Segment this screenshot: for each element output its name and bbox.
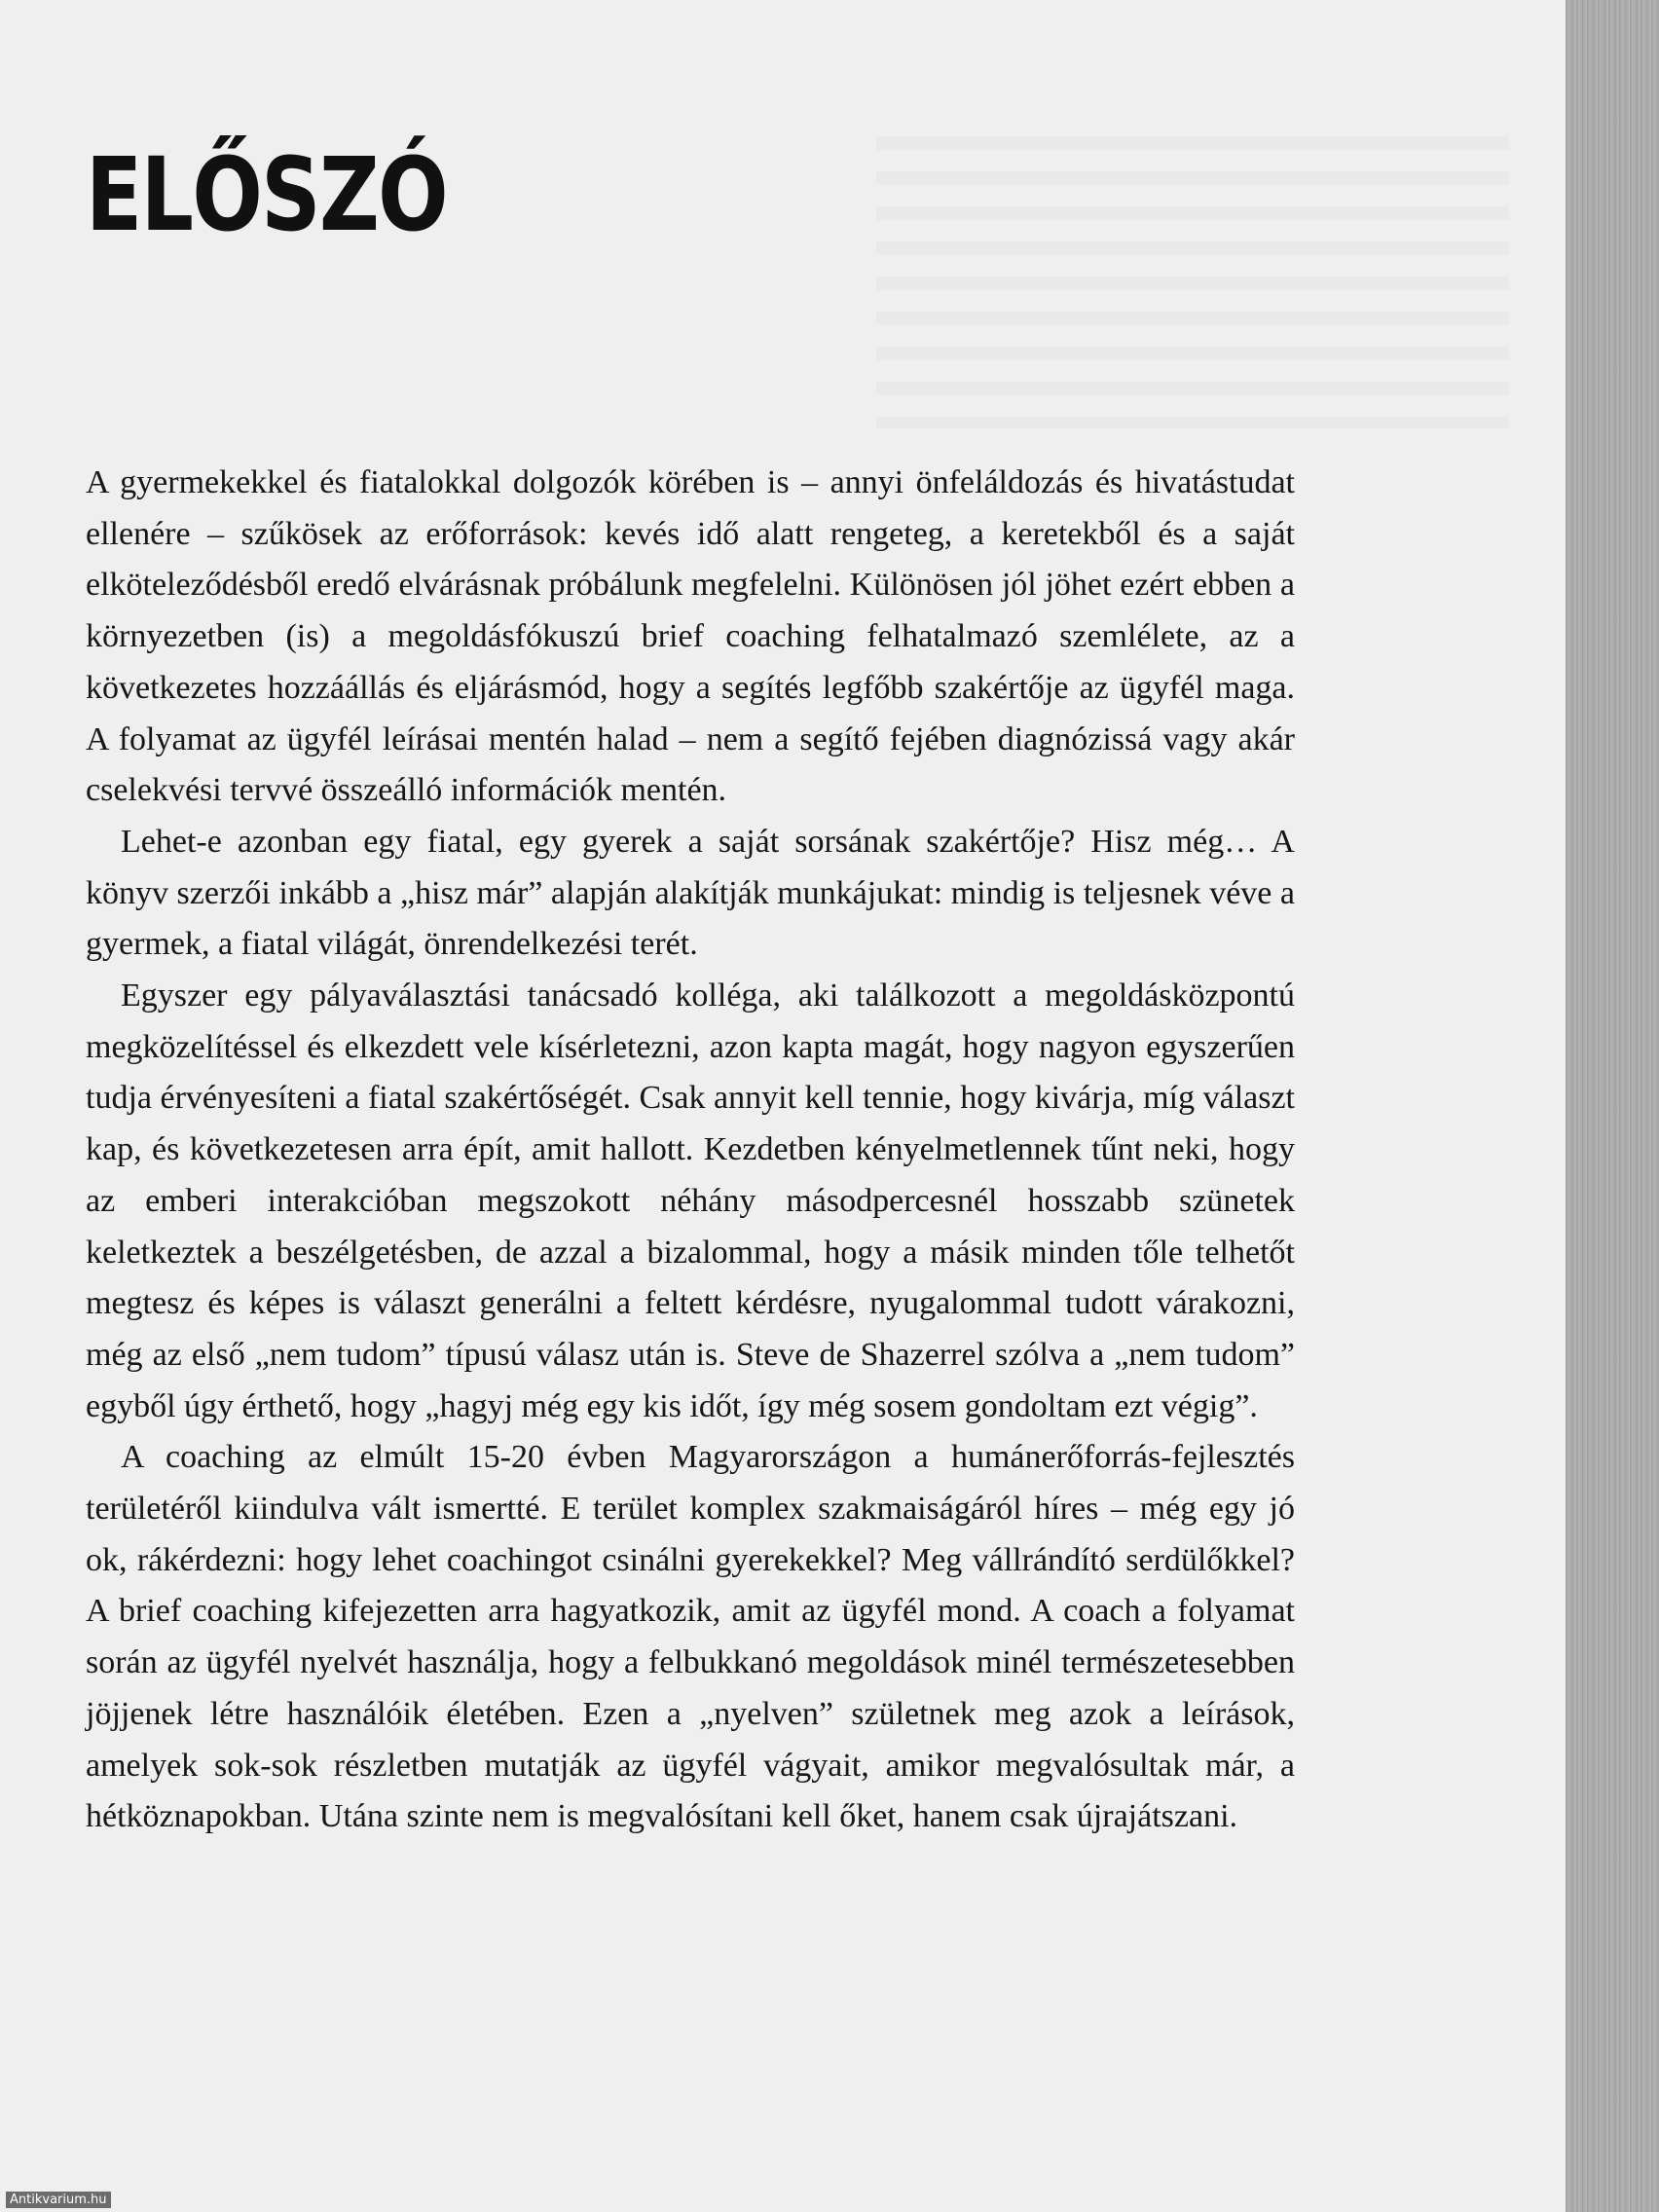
page-title: ELŐSZÓ [86, 135, 448, 254]
page-edge-background [1566, 0, 1659, 2212]
bleed-through-text [876, 136, 1509, 428]
paragraph-2: Lehet-e azonban egy fiatal, egy gyerek a saját sorsának szakértője? Hisz még… A könyv szerzői inkább a „hisz már” alapján alakítják munkájukat: mindig is teljesnek véve a gyermek, a fiatal világát, önrendelkezési terét. [86, 823, 1295, 963]
paragraph-4: A coaching az elmúlt 15-20 évben Magyarországon a humánerőforrás-fejlesztés területéről kiindulva vált ismertté. E terület komplex szakmaiságáról híres – még egy jó ok, rákérdezni: hogy lehet coachingot csinálni gyerekekkel? Meg vállrándító serdülőkkel? A brief coaching kifejezetten arra hagyatkozik, amit az ügyfél mond. A coach a folyamat során az ügyfél nyelvét használja, hogy a felbukkanó megoldások minél természetesebben jöjjenek létre használóik életében. Ezen a „nyelven” születnek meg azok a leírások, amelyek sok-sok részletben mutatják az ügyfél vágyait, amikor megvalósultak már, a hétköznapokban. Utána szinte nem is megvalósítani kell őket, hanem csak újrajátszani. [86, 1439, 1295, 1835]
watermark: Antikvarium.hu [6, 2192, 111, 2208]
body-text [86, 458, 1295, 1843]
paragraph-3: Egyszer egy pályaválasztási tanácsadó kolléga, aki találkozott a megoldásközpontú megközelítéssel és elkezdett vele kísérletezni, azon kapta magát, hogy nagyon egyszerűen tudja érvényesíteni a fiatal szakértőségét. Csak annyit kell tennie, hogy kivárja, míg választ kap, és következetesen arra épít, amit hallott. Kezdetben kényelmetlennek tűnt neki, hogy az emberi interakcióban megszokott néhány másodpercesnél hosszabb szünetek keletkeztek a beszélgetésben, de azzal a bizalommal, hogy a másik minden tőle telhetőt megtesz és képes is választ generálni a feltett kérdésre, nyugalommal tudott várakozni, még az első „nem tudom” típusú válasz után is. Steve de Shazerrel szólva a „nem tudom” egyből úgy érthető, hogy „hagyj még egy kis időt, így még sosem gondoltam ezt végig”. [86, 977, 1295, 1424]
paragraph-1: A gyermekekkel és fiatalokkal dolgozók körében is – annyi önfeláldozás és hivatástudat ellenére – szűkösek az erőforrások: kevés idő alatt rengeteg, a keretekből és a saját elköteleződésből eredő elvárásnak próbálunk megfelelni. Különösen jól jöhet ezért ebben a környezetben (is) a megoldásfókuszú brief coaching felhatalmazó szemlélete, az a következetes hozzáállás és eljárásmód, hogy a segítés legfőbb szakértője az ügyfél maga. A folyamat az ügyfél leírásai mentén halad – nem a segítő fejében diagnózissá vagy akár cselekvési tervvé összeálló információk mentén. [86, 464, 1295, 809]
